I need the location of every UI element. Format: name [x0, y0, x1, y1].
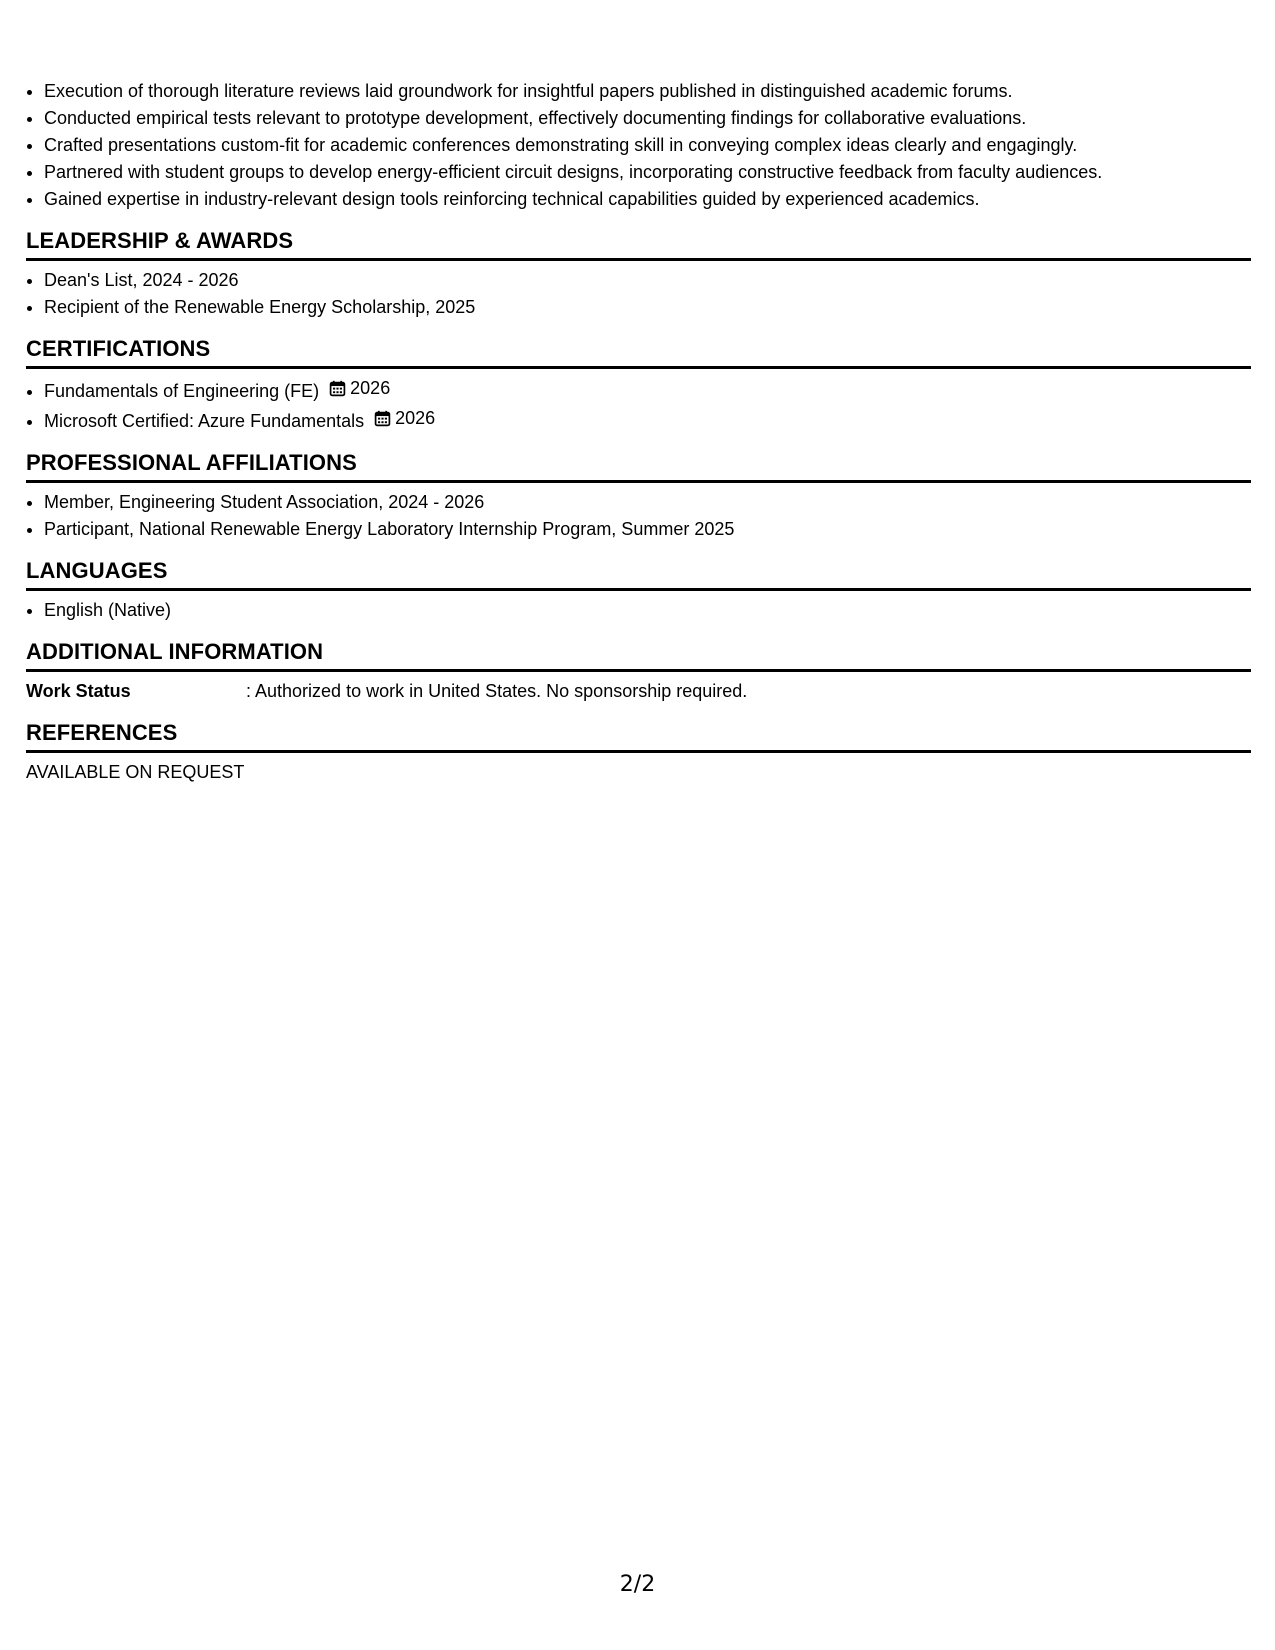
certification-year: 2026 [350, 378, 391, 398]
leadership-list [26, 267, 1251, 321]
certification-date [329, 375, 390, 402]
page-number: 2/2 [619, 1572, 656, 1597]
work-status-row [26, 678, 1251, 705]
certification-item [44, 405, 1251, 435]
certification-name: Fundamentals of Engineering (FE) [44, 381, 320, 401]
work-status-value: : Authorized to work in United States. No sponsorship required. [246, 681, 748, 701]
affiliation-item: • Participant, National Renewable Energy Laboratory Internship Program, Summer 2025 [44, 516, 1251, 543]
certifications-heading: CERTIFICATIONS [26, 335, 1251, 369]
references-section [26, 719, 1251, 786]
calendar-icon [374, 410, 391, 427]
certification-name: Microsoft Certified: Azure Fundamentals [44, 411, 365, 431]
leadership-heading: LEADERSHIP & AWARDS [26, 227, 1251, 261]
calendar-icon [329, 380, 346, 397]
leadership-item: • Dean's List, 2024 - 2026 [44, 267, 1251, 294]
experience-bullet: • Crafted presentations custom-fit for academic conferences demonstrating skill in conveying complex ideas clearly and engagingly. [44, 132, 1251, 159]
leadership-item: • Recipient of the Renewable Energy Scholarship, 2025 [44, 294, 1251, 321]
affiliations-heading: PROFESSIONAL AFFILIATIONS [26, 449, 1251, 483]
work-status-label: Work Status [26, 681, 131, 701]
experience-bullet: • Gained expertise in industry-relevant design tools reinforcing technical capabilities guided by experienced academics. [44, 186, 1251, 213]
references-text: AVAILABLE ON REQUEST [26, 762, 245, 782]
certifications-section [26, 335, 1251, 435]
languages-heading: LANGUAGES [26, 557, 1251, 591]
experience-bullet: • Execution of thorough literature reviews laid groundwork for insightful papers published in distinguished academic forums. [44, 78, 1251, 105]
references-heading: REFERENCES [26, 719, 1251, 753]
affiliations-section [26, 449, 1251, 543]
certification-item [44, 375, 1251, 405]
experience-bullet: • Conducted empirical tests relevant to prototype development, effectively documenting findings for collaborative evaluations. [44, 105, 1251, 132]
languages-list [26, 597, 1251, 624]
certification-year: 2026 [395, 408, 436, 428]
certification-date [374, 405, 435, 432]
resume-page [26, 78, 1251, 786]
affiliation-item: • Member, Engineering Student Association, 2024 - 2026 [44, 489, 1251, 516]
additional-info-section [26, 638, 1251, 705]
experience-bullets [26, 78, 1251, 213]
experience-bullet: • Partnered with student groups to develop energy-efficient circuit designs, incorporating constructive feedback from faculty audiences. [44, 159, 1251, 186]
affiliations-list [26, 489, 1251, 543]
leadership-section [26, 227, 1251, 321]
language-item: • English (Native) [44, 597, 1251, 624]
certifications-list [26, 375, 1251, 435]
languages-section [26, 557, 1251, 624]
additional-info-heading: ADDITIONAL INFORMATION [26, 638, 1251, 672]
